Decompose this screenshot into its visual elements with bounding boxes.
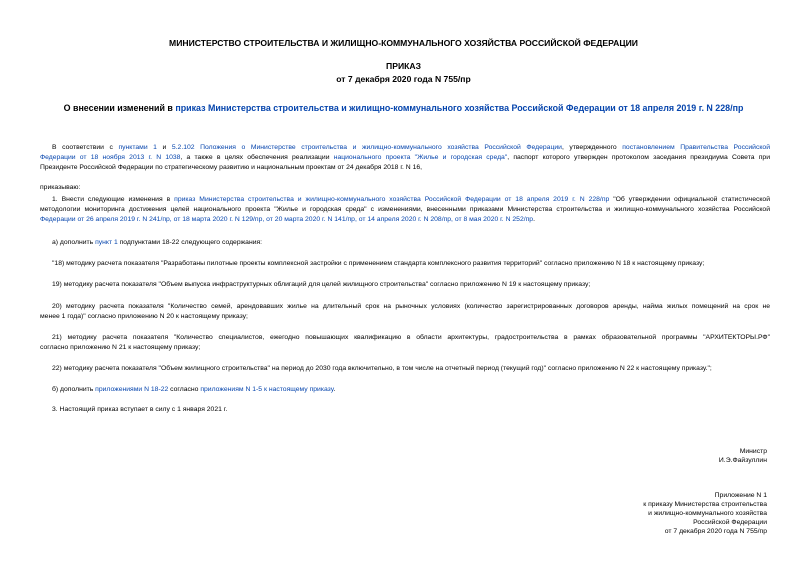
preamble-text: , утвержденного <box>561 144 623 151</box>
preamble-line-1 <box>40 143 770 153</box>
sub-item-a <box>40 238 770 248</box>
item-1-line-3 <box>40 215 770 225</box>
subpoint-21-line-2: согласно приложению N 21 к настоящему приказу; <box>40 344 201 351</box>
subpoint-22: 22) методику расчета показателя "Объем жилищного строительства" на период до 2030 года включительно, в том числе на отчетный период (текущий год)" согласно приложению N 22 к настоящему приказу."; <box>52 365 712 372</box>
signature-block <box>719 447 767 465</box>
doc-title-prefix: О внесении изменений в <box>63 103 176 113</box>
item-1 <box>40 195 770 225</box>
order-word: приказываю: <box>40 184 81 191</box>
subpoint-21-line-1: 21) методику расчета показателя "Количество специалистов, ежегодно повышающих квалификацию в области архитектуры, градостроительства в рамках образовательной программы "АРХИТЕКТОРЫ.РФ" <box>52 334 770 341</box>
sub-item-b-text: согласно <box>168 386 201 393</box>
sub-item-a-text: подпунктами 18-22 следующего содержания: <box>117 239 263 246</box>
signature-name: И.Э.Файзуллин <box>718 457 767 464</box>
preamble <box>40 143 770 173</box>
sub-item-a-link[interactable]: пункт 1 <box>95 239 118 246</box>
appendix-line: Российской Федерации <box>693 519 767 526</box>
appendix-line: от 7 декабря 2020 года N 755/пр <box>664 528 767 535</box>
item-3: 3. Настоящий приказ вступает в силу с 1 января 2021 г. <box>52 406 228 413</box>
subpoint-20 <box>40 302 770 322</box>
preamble-text: , паспорт которого утвержден протоколом заседания президиума Совета при <box>507 154 770 161</box>
item-1-text: . <box>533 216 535 223</box>
sub-item-b-link-annexes[interactable]: приложениям N 1-5 к настоящему приказу <box>200 386 334 393</box>
preamble-link-points[interactable]: пунктами 1 <box>118 144 157 151</box>
doc-type-heading: ПРИКАЗ <box>386 61 421 71</box>
item-1-link-order[interactable]: приказ Министерства строительства и жилищно-коммунального хозяйства Российской Федерации от 18 апреля 2019 г. N 228/пр <box>174 196 610 203</box>
subpoint-21 <box>40 333 770 353</box>
preamble-line-3: Президенте Российской Федерации по стратегическому развитию и национальным проектам от 24 декабря 2018 г. N 16, <box>40 164 423 171</box>
doc-title-link[interactable]: приказ Министерства строительства и жилищно-коммунального хозяйства Российской Федерации от 18 апреля 2019 г. N 228/пр <box>175 103 744 113</box>
preamble-text: и <box>156 144 172 151</box>
subpoint-20-line-1: 20) методику расчета показателя "Количество семей, арендовавших жилье на длительный срок на рыночных условиях (количество зарегистрированных договоров аренды, найма жилых помещений на срок не <box>52 303 770 310</box>
appendix-line: Приложение N 1 <box>714 492 767 499</box>
preamble-link-national-project[interactable]: национального проекта "Жилье и городская среда" <box>333 154 508 161</box>
preamble-link-regulation[interactable]: 5.2.102 Положения о Министерстве строительства и жилищно-коммунального хозяйства Российской Федерации <box>171 144 562 151</box>
ministry-heading: МИНИСТЕРСТВО СТРОИТЕЛЬСТВА И ЖИЛИЩНО-КОММУНАЛЬНОГО ХОЗЯЙСТВА РОССИЙСКОЙ ФЕДЕРАЦИИ <box>169 38 638 48</box>
subpoint-18: "18) методику расчета показателя "Разработаны пилотные проекты комплексной застройки с применением стандарта комплексного развития территорий" согласно приложению N 18 к настоящему приказу; <box>52 260 705 267</box>
doc-title <box>0 103 807 113</box>
preamble-link-decree-cont[interactable]: Федерации от 18 ноября 2013 г. N 1038 <box>40 154 181 161</box>
subpoint-19: 19) методику расчета показателя "Объем выпуска инфраструктурных облигаций для целей жилищного строительства" согласно приложению N 19 к настоящему приказу; <box>52 281 591 288</box>
sub-item-b-link-appendices[interactable]: приложениями N 18-22 <box>95 386 169 393</box>
appendix-line: и жилищно-коммунального хозяйства <box>648 510 767 517</box>
preamble-text: , а также в целях обеспечения реализации <box>180 154 334 161</box>
item-1-line-2: методологии мониторинга достижения целей национального проекта "Жилье и городская среда" с изменениями, внесенными приказами Министерства строительства и жилищно-коммунального хозяйства Российской <box>40 206 770 213</box>
sub-item-b <box>40 385 770 395</box>
doc-date-heading: от 7 декабря 2020 года N 755/пр <box>336 74 471 84</box>
preamble-text: В соответствии с <box>52 144 119 151</box>
sub-item-a-text: а) дополнить <box>52 239 96 246</box>
sub-item-b-text: б) дополнить <box>52 386 96 393</box>
sub-item-b-text: . <box>333 386 336 393</box>
appendix-line: к приказу Министерства строительства <box>643 501 767 508</box>
item-1-text: 1. Внести следующие изменения в <box>52 196 175 203</box>
signature-role: Министр <box>739 448 767 455</box>
appendix-block <box>643 491 767 536</box>
subpoint-20-line-2: менее 1 года)" согласно приложению N 20 к настоящему приказу; <box>40 313 248 320</box>
item-1-line-1 <box>40 195 770 205</box>
item-1-text: "Об утверждении официальной статистической <box>609 196 771 203</box>
preamble-link-decree[interactable]: постановлением Правительства Российской <box>622 144 770 151</box>
preamble-line-2 <box>40 153 770 163</box>
item-1-link-amendments[interactable]: Федерации от 26 апреля 2019 г. N 241/пр, от 18 марта 2020 г. N 129/пр, от 20 марта 2020 г. N 141/пр, от 14 апреля 2020 г. N 208/пр, от 8 мая 2020 г. N 252/пр <box>40 216 534 223</box>
